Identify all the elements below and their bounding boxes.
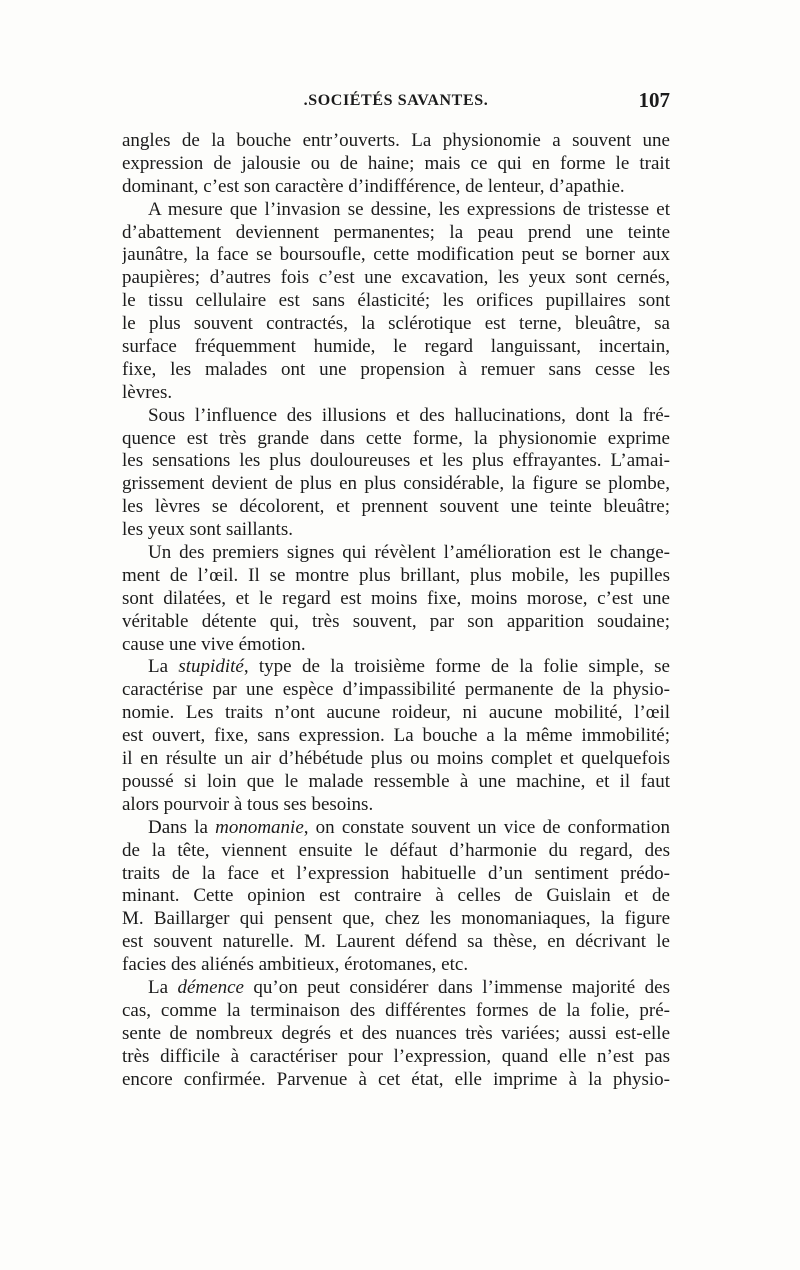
text-line-content: d’abattement deviennent permanentes; la peau prend une teinte xyxy=(122,221,670,243)
text-line-content: cas, comme la terminaison des différentes formes de la folie, pré- xyxy=(122,999,670,1021)
text-line-content: jaunâtre, la face se boursoufle, cette modification peut se borner aux xyxy=(122,244,670,266)
text-line xyxy=(122,1023,670,1046)
text-line-content: quence est très grande dans cette forme, la physionomie exprime xyxy=(122,427,670,449)
text-line xyxy=(122,977,670,1000)
text-line xyxy=(122,382,670,405)
text-line-lead: La xyxy=(148,656,179,678)
text-line-content: facies des aliénés ambitieux, érotomanes, etc. xyxy=(122,954,469,976)
body-text xyxy=(122,130,670,1091)
text-line xyxy=(122,679,670,702)
text-line-content: le tissu cellulaire est sans élasticité; les orifices pupillaires sont xyxy=(122,290,670,312)
text-line-content: est ouvert, fixe, sans expression. La bouche a la même immobilité; xyxy=(122,725,670,747)
text-line-content: minant. Cette opinion est contraire à celles de Guislain et de xyxy=(122,885,670,907)
text-line xyxy=(122,496,670,519)
text-line-content: les lèvres se décolorent, et prennent souvent une teinte bleuâtre; xyxy=(122,496,670,518)
page-number: 107 xyxy=(638,88,670,112)
text-line-content: lèvres. xyxy=(122,381,173,403)
text-line-content: poussé si loin que le malade ressemble à une machine, et il faut xyxy=(122,770,670,792)
text-line-lead: La xyxy=(148,976,178,998)
text-line-lead: Dans la xyxy=(148,816,216,838)
text-line-content: fixe, les malades ont une propension à remuer sans cesse les xyxy=(122,358,670,380)
text-line-content: dominant, c’est son caractère d’indifférence, de lenteur, d’apathie. xyxy=(122,175,625,197)
text-line xyxy=(122,1069,670,1092)
text-line xyxy=(122,176,670,199)
text-line xyxy=(122,931,670,954)
text-line-content: alors pourvoir à tous ses besoins. xyxy=(122,793,374,815)
text-line xyxy=(122,244,670,267)
text-line xyxy=(122,840,670,863)
text-line-content: Un des premiers signes qui révèlent l’amélioration est le change- xyxy=(148,542,670,564)
text-line xyxy=(122,771,670,794)
text-line xyxy=(122,725,670,748)
text-line xyxy=(122,863,670,886)
text-line xyxy=(122,359,670,382)
text-line-content: les yeux sont saillants. xyxy=(122,519,293,541)
text-line-content: encore confirmée. Parvenue à cet état, elle imprime à la physio- xyxy=(122,1068,670,1090)
text-line xyxy=(122,565,670,588)
text-line xyxy=(122,428,670,451)
text-line-content: sente de nombreux degrés et des nuances très variées; aussi est-elle xyxy=(122,1022,670,1044)
text-line xyxy=(122,656,670,679)
text-line xyxy=(122,817,670,840)
text-line xyxy=(122,1046,670,1069)
italic-term: stupidité xyxy=(178,656,244,678)
text-line xyxy=(122,542,670,565)
text-line-content: Sous l’influence des illusions et des hallucinations, dont la fré- xyxy=(148,404,670,426)
text-line xyxy=(122,313,670,336)
text-line-content: grissement devient de plus en plus considérable, la figure se plombe, xyxy=(122,473,670,495)
text-line-content: expression de jalousie ou de haine; mais ce qui en forme le trait xyxy=(122,152,670,174)
text-line xyxy=(122,199,670,222)
running-head: .SOCIÉTÉS SAVANTES. xyxy=(303,92,489,109)
text-line xyxy=(122,473,670,496)
text-line xyxy=(122,450,670,473)
text-line xyxy=(122,908,670,931)
text-line-content: paupières; d’autres fois c’est une excavation, les yeux sont cernés, xyxy=(122,267,670,289)
text-line-content: de la tête, viennent ensuite le défaut d’harmonie du regard, des xyxy=(122,839,670,861)
text-line xyxy=(122,634,670,657)
text-line xyxy=(122,702,670,725)
text-line-content: est souvent naturelle. M. Laurent défend sa thèse, en décrivant le xyxy=(122,931,670,953)
text-line-content: traits de la face et l’expression habituelle d’un sentiment prédo- xyxy=(122,862,670,884)
text-line xyxy=(122,794,670,817)
text-line xyxy=(122,336,670,359)
text-line xyxy=(122,588,670,611)
text-line-content: les sensations les plus douloureuses et les plus effrayantes. L’amai- xyxy=(122,450,670,472)
text-line-content: le plus souvent contractés, la sclérotique est terne, bleuâtre, sa xyxy=(122,313,670,335)
text-line-content: , type de la troisième forme de la folie simple, se xyxy=(243,656,670,678)
text-line-content: qu’on peut considérer dans l’immense majorité des xyxy=(243,976,670,998)
text-line-content: sont dilatées, et le regard est moins fixe, moins morose, c’est une xyxy=(122,587,670,609)
page-header xyxy=(122,88,670,118)
text-line-content: M. Baillarger qui pensent que, chez les monomaniaques, la figure xyxy=(122,908,670,930)
text-line-content: A mesure que l’invasion se dessine, les expressions de tristesse et xyxy=(148,198,670,220)
text-line-content: surface fréquemment humide, le regard languissant, incertain, xyxy=(122,336,670,358)
text-line xyxy=(122,519,670,542)
text-line xyxy=(122,611,670,634)
italic-term: monomanie xyxy=(215,816,304,838)
text-line xyxy=(122,130,670,153)
text-line xyxy=(122,405,670,428)
text-line xyxy=(122,222,670,245)
text-line-content: angles de la bouche entr’ouverts. La physionomie a souvent une xyxy=(122,130,670,151)
text-line xyxy=(122,153,670,176)
text-line-content: véritable détente qui, très souvent, par son apparition soudaine; xyxy=(122,610,670,632)
text-line-content: très difficile à caractériser pour l’expression, quand elle n’est pas xyxy=(122,1045,670,1067)
text-line xyxy=(122,885,670,908)
text-line xyxy=(122,748,670,771)
text-line-content: , on constate souvent un vice de conformation xyxy=(303,816,670,838)
text-line-content: il en résulte un air d’hébétude plus ou moins complet et quelquefois xyxy=(122,748,670,770)
text-line-content: ment de l’œil. Il se montre plus brillant, plus mobile, les pupilles xyxy=(122,564,670,586)
text-line xyxy=(122,1000,670,1023)
italic-term: démence xyxy=(177,976,244,998)
text-line xyxy=(122,267,670,290)
text-line-content: nomie. Les traits n’ont aucune roideur, ni aucune mobilité, l’œil xyxy=(122,702,670,724)
text-line-content: cause une vive émotion. xyxy=(122,633,306,655)
text-line xyxy=(122,954,670,977)
text-line xyxy=(122,290,670,313)
text-line-content: caractérise par une espèce d’impassibilité permanente de la physio- xyxy=(122,679,670,701)
